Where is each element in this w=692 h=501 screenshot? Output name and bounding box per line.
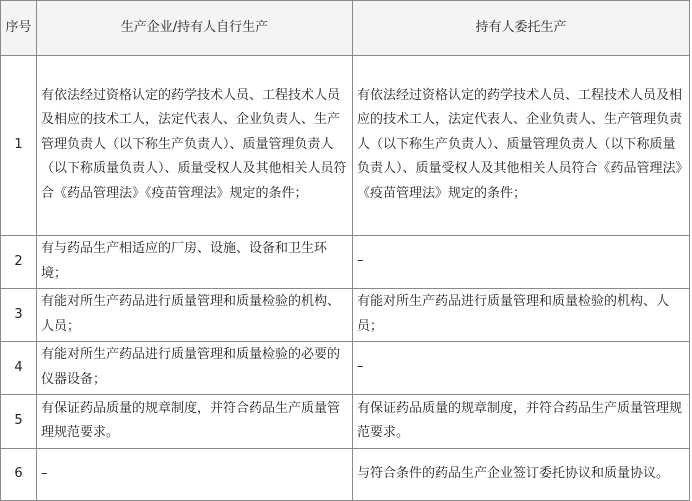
table-row [1, 449, 690, 501]
self-production-cell: 有能对所生产药品进行质量管理和质量检验的机构、人员； [37, 289, 353, 342]
self-production-cell: 有保证药品质量的规章制度，并符合药品生产质量管理规范要求。 [37, 395, 353, 449]
table-row [1, 395, 690, 449]
self-production-cell: 有能对所生产药品进行质量管理和质量检验的必要的仪器设备； [37, 342, 353, 395]
row-number: 3 [1, 289, 37, 342]
row-number: 6 [1, 449, 37, 501]
row-number: 4 [1, 342, 37, 395]
entrusted-production-cell: 有能对所生产药品进行质量管理和质量检验的机构、人员； [353, 289, 690, 342]
entrusted-production-cell: – [353, 236, 690, 289]
row-number: 2 [1, 236, 37, 289]
table-row [1, 56, 690, 236]
header-self-production: 生产企业/持有人自行生产 [37, 1, 353, 56]
header-entrusted-production: 持有人委托生产 [353, 1, 690, 56]
row-number: 1 [1, 56, 37, 236]
entrusted-production-cell: 与符合条件的药品生产企业签订委托协议和质量协议。 [353, 449, 690, 501]
table-row [1, 342, 690, 395]
entrusted-production-cell: – [353, 342, 690, 395]
header-row [1, 1, 690, 56]
row-number: 5 [1, 395, 37, 449]
header-no: 序号 [1, 1, 37, 56]
table-row [1, 236, 690, 289]
table-body [1, 56, 690, 501]
table-row [1, 289, 690, 342]
table-header [1, 1, 690, 56]
entrusted-production-cell: 有保证药品质量的规章制度，并符合药品生产质量管理规范要求。 [353, 395, 690, 449]
entrusted-production-cell: 有依法经过资格认定的药学技术人员、工程技术人员及相应的技术工人，法定代表人、企业负责人、生产管理负责人（以下称生产负责人）、质量管理负责人（以下称质量负责人）、质量受权人及其他相关人员符合《药品管理法》《疫苗管理法》规定的条件； [353, 56, 690, 236]
self-production-cell: – [37, 449, 353, 501]
self-production-cell: 有依法经过资格认定的药学技术人员、工程技术人员及相应的技术工人，法定代表人、企业负责人、生产管理负责人（以下称生产负责人）、质量管理负责人（以下称质量负责人）、质量受权人及其他相关人员符合《药品管理法》《疫苗管理法》规定的条件； [37, 56, 353, 236]
self-production-cell: 有与药品生产相适应的厂房、设施、设备和卫生环境； [37, 236, 353, 289]
